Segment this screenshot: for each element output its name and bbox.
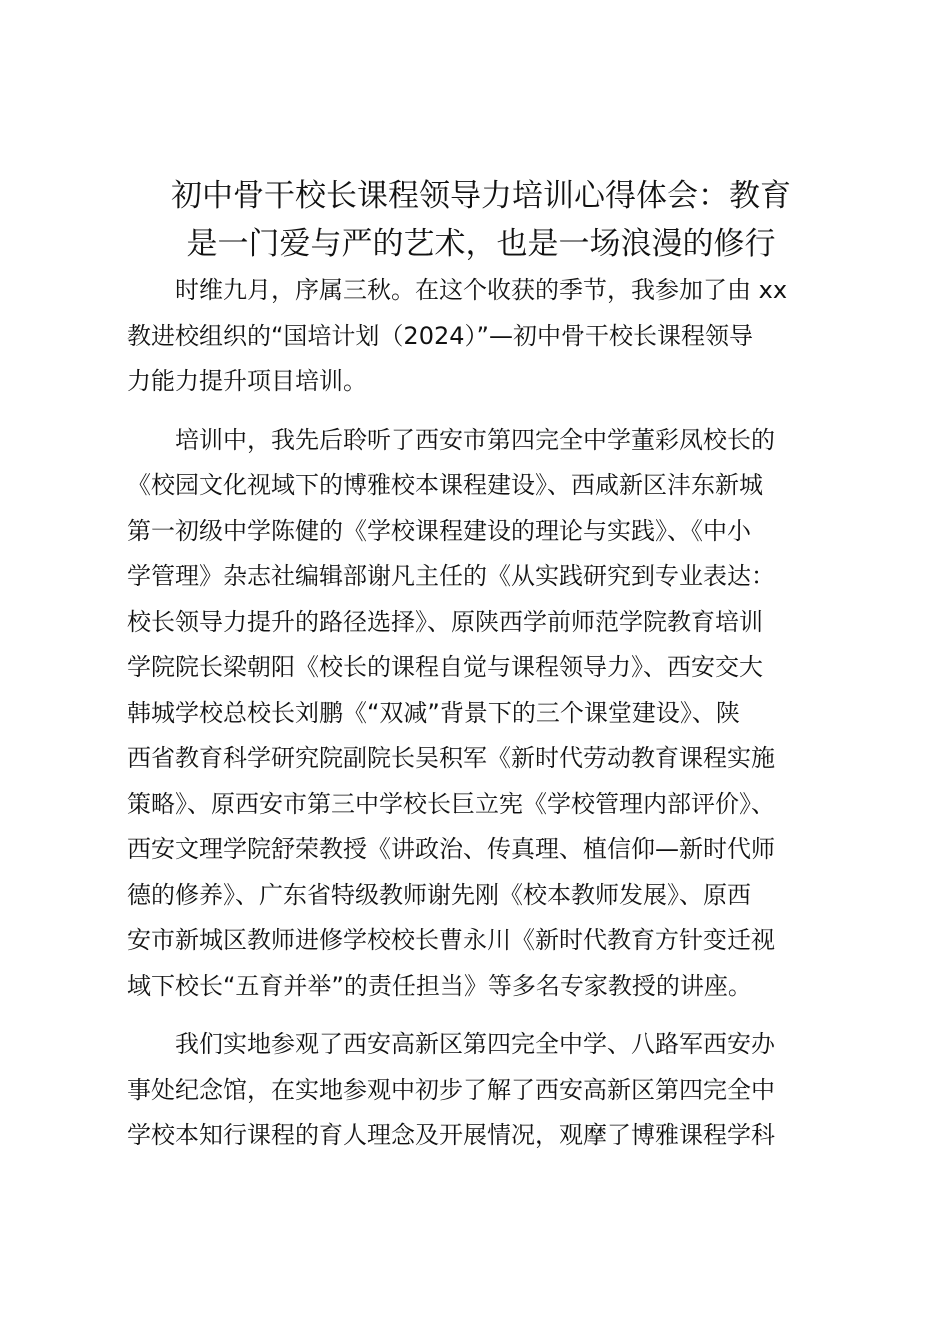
title-line: 初中骨干校长课程领导力培训心得体会：教育: [171, 178, 791, 214]
title-line: 是一门爱与严的艺术，也是一场浪漫的修行: [186, 226, 776, 262]
paragraph-line: 安市新城区教师进修学校校长曹永川《新时代教育方针变迁视: [127, 926, 775, 954]
paragraph-line: 校长领导力提升的路径选择》、原陕西学前师范学院教育培训: [127, 607, 763, 636]
paragraph-line: 策略》、原西安市第三中学校长巨立宪《学校管理内部评价》、: [127, 789, 775, 818]
document-title: [127, 172, 835, 268]
paragraph-line: 事处纪念馆，在实地参观中初步了解了西安高新区第四完全中: [127, 1075, 775, 1104]
paragraph-1: [127, 268, 835, 405]
paragraph-line: 学校本知行课程的育人理念及开展情况，观摩了博雅课程学科: [127, 1121, 775, 1149]
paragraph-line: 域下校长“五育并举”的责任担当》等多名专家教授的讲座。: [127, 971, 752, 1000]
paragraph-line: 教进校组织的“国培计划（2024）”—初中骨干校长课程领导: [127, 321, 753, 350]
paragraph-line: 学管理》杂志社编辑部谢凡主任的《从实践研究到专业表达：: [127, 562, 775, 590]
paragraph-2: [127, 418, 835, 1010]
paragraph-line: 西安文理学院舒荣教授《讲政治、传真理、植信仰—新时代师: [127, 835, 775, 863]
paragraph-line: 《校园文化视域下的博雅校本课程建设》、西咸新区沣东新城: [127, 471, 763, 499]
paragraph-line: 西省教育科学研究院副院长吴积军《新时代劳动教育课程实施: [127, 744, 775, 772]
paragraph-line: 时维九月，序属三秋。在这个收获的季节，我参加了由 xx: [127, 276, 788, 304]
document-body: [127, 172, 835, 1159]
paragraph-line: 培训中，我先后聆听了西安市第四完全中学董彩凤校长的: [127, 425, 775, 454]
paragraph-line: 学院院长梁朝阳《校长的课程自觉与课程领导力》、西安交大: [127, 653, 763, 681]
paragraph-line: 第一初级中学陈健的《学校课程建设的理论与实践》、《中小: [127, 516, 751, 545]
paragraph-line: 韩城学校总校长刘鹏《“双减”背景下的三个课堂建设》、陕: [127, 698, 740, 727]
paragraph-3: [127, 1022, 835, 1159]
paragraph-line: 我们实地参观了西安高新区第四完全中学、八路军西安办: [127, 1030, 775, 1058]
paragraph-line: 力能力提升项目培训。: [127, 367, 367, 395]
paragraph-line: 德的修养》、广东省特级教师谢先刚《校本教师发展》、原西: [127, 880, 751, 909]
